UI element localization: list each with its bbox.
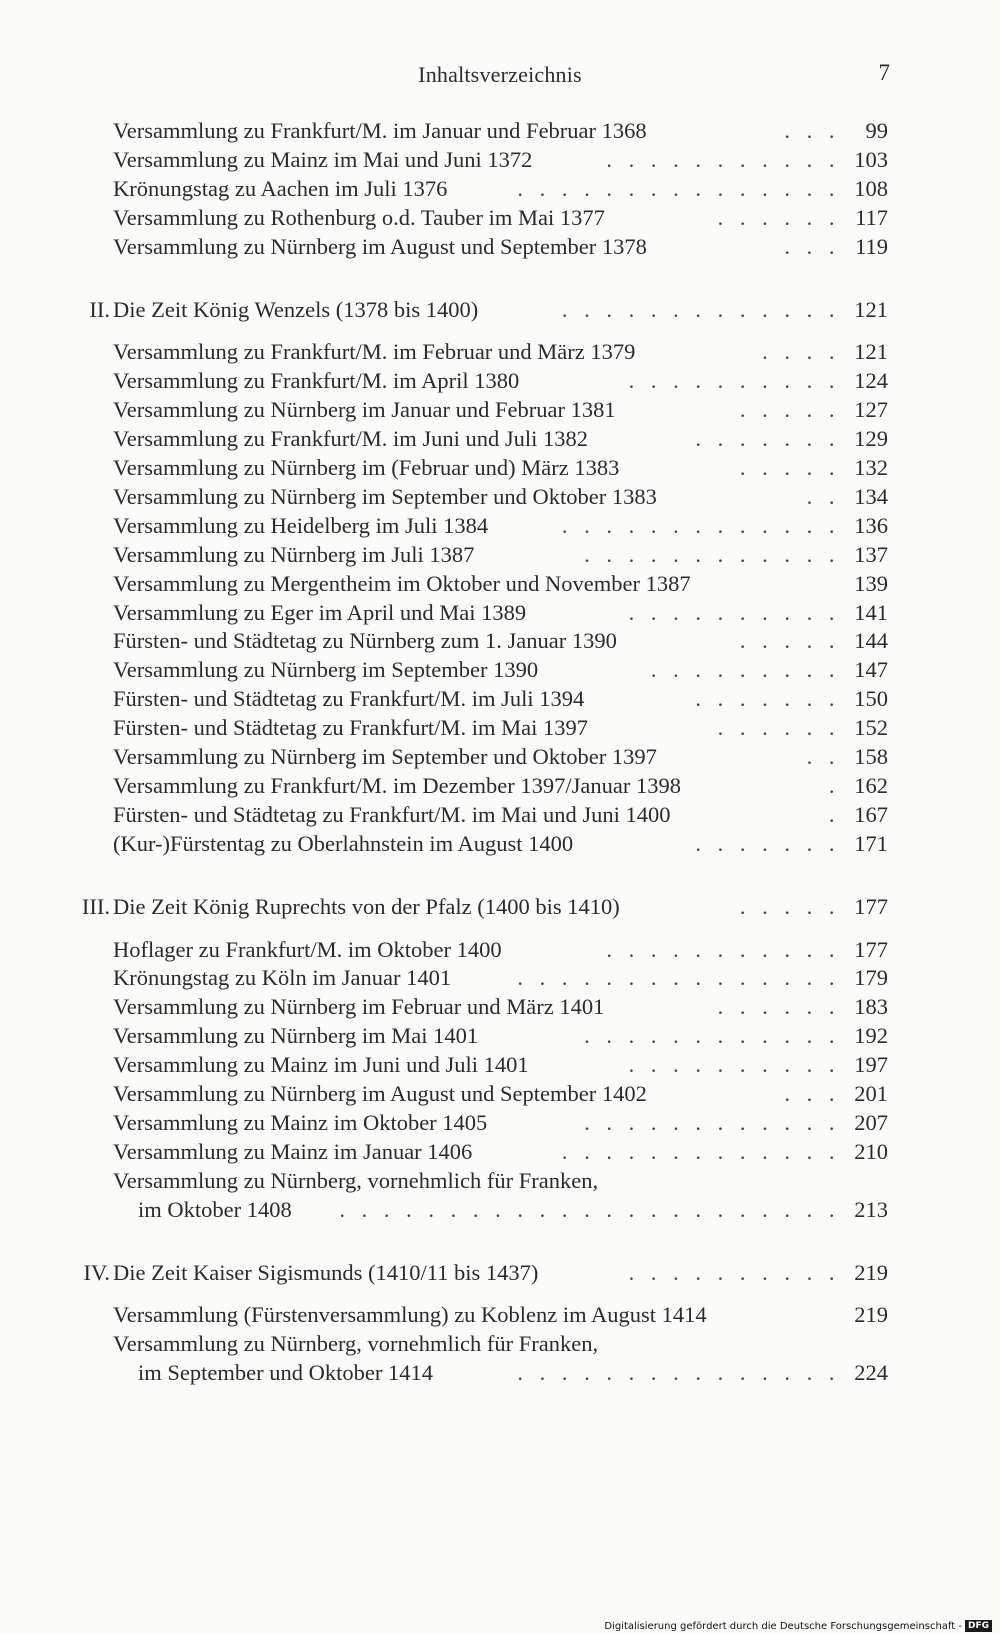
leader-dots: . . . . . . . . . . . — [606, 146, 840, 172]
toc-entry — [0, 145, 1000, 175]
entry-page-number: 108 — [854, 175, 888, 201]
entry-text: Fürsten- und Städtetag zu Nürnberg zum 1. Januar 1390 — [113, 628, 617, 654]
section-heading — [0, 892, 1000, 922]
entry-page-number: 150 — [854, 686, 888, 712]
entry-text: Versammlung zu Nürnberg im Februar und März 1401 — [113, 994, 605, 1020]
entry-page-number: 121 — [854, 296, 888, 322]
toc-entry — [0, 232, 1000, 262]
entry-page-number: 124 — [854, 368, 888, 394]
entry-page-number: 219 — [854, 1302, 888, 1328]
leader-dots: . . . . . . . . . . . . . — [561, 296, 840, 322]
leader-dots: . . . . . — [739, 628, 840, 654]
entry-page-number: 177 — [854, 893, 888, 919]
entry-text: Versammlung zu Mainz im Oktober 1405 — [113, 1109, 488, 1135]
entry-text: Versammlung zu Mainz im Mai und Juni 1372 — [113, 146, 533, 172]
entry-text: Versammlung zu Frankfurt/M. im Januar und Februar 1368 — [113, 118, 647, 143]
toc-entry — [0, 453, 1000, 483]
running-title: Inhaltsverzeichnis — [418, 62, 582, 87]
entry-text: Versammlung zu Nürnberg, vornehmlich für Franken, — [113, 1331, 599, 1357]
entry-text: Krönungstag zu Aachen im Juli 1376 — [113, 175, 448, 201]
entry-page-number: 136 — [854, 512, 888, 538]
leader-dots: . . . . . . . . . . — [628, 368, 840, 394]
section-title: Die Zeit König Ruprechts von der Pfalz (1400 bis 1410) — [113, 893, 620, 919]
entry-text: Versammlung zu Nürnberg im September 1390 — [113, 657, 539, 683]
entry-text: Versammlung zu Nürnberg im Juli 1387 — [113, 541, 475, 567]
entry-text: Versammlung (Fürstenversammlung) zu Koblenz im August 1414 — [113, 1302, 707, 1328]
entry-page-number: 179 — [854, 965, 888, 991]
entry-page-number: 192 — [854, 1023, 888, 1049]
entry-page-number: 219 — [854, 1259, 888, 1285]
entry-text: (Kur-)Fürstentag zu Oberlahnstein im August 1400 — [113, 830, 574, 856]
toc-entry — [0, 963, 1000, 993]
toc-entry — [0, 1166, 1000, 1196]
leader-dots: . . . . . . . . . . . . — [584, 1109, 840, 1135]
leader-dots: . . . . . . . . . . — [628, 599, 840, 625]
page-number: 7 — [878, 60, 890, 85]
leader-dots: . . . — [784, 1081, 840, 1106]
leader-dots: . — [828, 772, 840, 798]
entry-page-number: 147 — [854, 657, 888, 683]
entry-text: Krönungstag zu Köln im Januar 1401 — [113, 965, 452, 991]
leader-dots: . . . . — [762, 339, 840, 365]
leader-dots: . — [828, 801, 840, 827]
toc-entry — [0, 935, 1000, 965]
entry-page-number: 139 — [854, 570, 888, 596]
leader-dots: . . . . . . . . . . . . — [584, 541, 840, 567]
section-heading — [0, 1258, 1000, 1288]
entry-text: Versammlung zu Nürnberg im Mai 1401 — [113, 1023, 479, 1049]
leader-dots: . . . . . . . — [695, 830, 840, 856]
entry-page-number: 129 — [854, 426, 888, 452]
page-header — [0, 58, 1000, 92]
entry-page-number: 213 — [854, 1196, 888, 1222]
entry-text: im September und Oktober 1414 — [138, 1360, 433, 1386]
entry-text: Versammlung zu Frankfurt/M. im April 1380 — [113, 368, 520, 394]
toc-entry — [0, 203, 1000, 233]
leader-dots: . . . . . . . — [695, 686, 840, 712]
entry-page-number: 127 — [854, 397, 888, 423]
entry-page-number: 158 — [854, 744, 888, 769]
toc-entry — [0, 1021, 1000, 1051]
leader-dots: . . . . . . . . . . . . — [584, 1023, 840, 1049]
toc-entry — [0, 1329, 1000, 1359]
leader-dots: . . . — [784, 233, 840, 259]
toc-entry — [0, 1137, 1000, 1167]
toc-entry — [0, 540, 1000, 570]
toc-entry — [0, 174, 1000, 204]
leader-dots: . . . . . — [739, 397, 840, 423]
entry-text: Versammlung zu Nürnberg im September und Oktober 1397 — [113, 744, 657, 769]
leader-dots: . . . . . . . . . . — [628, 1259, 840, 1285]
leader-dots: . . . . . . . . . . . . . . . — [517, 965, 840, 991]
toc-entry — [0, 598, 1000, 628]
entry-page-number: 207 — [854, 1109, 888, 1135]
entry-page-number: 171 — [854, 830, 888, 856]
leader-dots: . . — [806, 483, 840, 509]
entry-text: Versammlung zu Nürnberg im Januar und Februar 1381 — [113, 397, 616, 423]
entry-page-number: 152 — [854, 715, 888, 741]
toc-entry — [0, 992, 1000, 1022]
leader-dots: . . . . . . . . . — [650, 657, 840, 683]
entry-text: Versammlung zu Nürnberg im August und September 1402 — [113, 1081, 647, 1106]
entry-text: Versammlung zu Nürnberg im (Februar und) März 1383 — [113, 455, 620, 480]
entry-text: Versammlung zu Nürnberg im September und Oktober 1383 — [113, 483, 657, 509]
dfg-logo-icon: DFG — [965, 1620, 992, 1632]
toc-entry — [0, 116, 1000, 146]
toc-entry — [0, 829, 1000, 859]
footer-text: Digitalisierung gefördert durch die Deutsche Forschungsgemeinschaft - — [604, 1620, 962, 1632]
toc-entry — [0, 1050, 1000, 1080]
leader-dots: . . . . . . — [717, 204, 840, 230]
toc-entry — [0, 569, 1000, 599]
entry-page-number: 177 — [854, 936, 888, 962]
entry-text: Fürsten- und Städtetag zu Frankfurt/M. im Juli 1394 — [113, 686, 585, 712]
entry-text: Fürsten- und Städtetag zu Frankfurt/M. im Mai 1397 — [113, 715, 588, 741]
leader-dots: . . . . . — [739, 455, 840, 480]
entry-text: Versammlung zu Mergentheim im Oktober und November 1387 — [113, 570, 691, 596]
entry-page-number: 119 — [855, 233, 888, 259]
leader-dots: . . . . . . . . . . . . . . . . . . . . . . . — [339, 1196, 840, 1222]
entry-page-number: 121 — [854, 339, 888, 365]
entry-page-number: 141 — [854, 599, 888, 625]
leader-dots: . . . — [784, 118, 840, 143]
entry-text: Versammlung zu Heidelberg im Juli 1384 — [113, 512, 489, 538]
entry-page-number: 197 — [854, 1052, 888, 1078]
toc-entry — [0, 742, 1000, 772]
entry-page-number: 162 — [854, 772, 888, 798]
toc-entry — [0, 337, 1000, 367]
toc-entry — [0, 771, 1000, 801]
section-roman-numeral: II. — [89, 296, 110, 322]
entry-page-number: 183 — [854, 994, 888, 1020]
leader-dots: . . . . . . . . . . . . . — [561, 512, 840, 538]
section-roman-numeral: IV. — [83, 1259, 110, 1285]
entry-page-number: 144 — [854, 628, 888, 654]
toc-entry — [0, 626, 1000, 656]
toc-entry — [0, 424, 1000, 454]
entry-text: Versammlung zu Mainz im Juni und Juli 1401 — [113, 1052, 529, 1078]
section-title: Die Zeit König Wenzels (1378 bis 1400) — [113, 296, 479, 322]
entry-page-number: 137 — [854, 541, 888, 567]
leader-dots: . . . . . . — [717, 994, 840, 1020]
entry-text: Versammlung zu Frankfurt/M. im Dezember 1397/Januar 1398 — [113, 772, 681, 798]
entry-text: Fürsten- und Städtetag zu Frankfurt/M. im Mai und Juni 1400 — [113, 801, 671, 827]
toc-entry — [0, 395, 1000, 425]
leader-dots: . . . . . . . . . . — [628, 1052, 840, 1078]
entry-text: Versammlung zu Frankfurt/M. im Juni und Juli 1382 — [113, 426, 588, 452]
leader-dots: . . . . . — [739, 893, 840, 919]
section-title: Die Zeit Kaiser Sigismunds (1410/11 bis 1437) — [113, 1259, 539, 1285]
entry-page-number: 134 — [854, 483, 888, 509]
section-roman-numeral: III. — [81, 893, 110, 919]
entry-page-number: 224 — [854, 1360, 888, 1386]
leader-dots: . . . . . . . . . . . . . . . — [517, 175, 840, 201]
entry-text: Versammlung zu Rothenburg o.d. Tauber im Mai 1377 — [113, 204, 605, 230]
toc-entry — [0, 655, 1000, 685]
toc-entry — [0, 713, 1000, 743]
leader-dots: . . . . . . . . . . . . . — [561, 1138, 840, 1164]
toc-entry — [0, 1108, 1000, 1138]
section-heading — [0, 295, 1000, 325]
entry-text: Versammlung zu Nürnberg, vornehmlich für Franken, — [113, 1167, 599, 1193]
entry-text: im Oktober 1408 — [138, 1196, 292, 1222]
toc-entry-continuation — [0, 1195, 1000, 1225]
toc-entry — [0, 511, 1000, 541]
entry-page-number: 132 — [854, 455, 888, 480]
entry-text: Versammlung zu Nürnberg im August und September 1378 — [113, 233, 647, 259]
entry-page-number: 210 — [854, 1138, 888, 1164]
entry-page-number: 167 — [854, 801, 888, 827]
entry-text: Versammlung zu Frankfurt/M. im Februar und März 1379 — [113, 339, 636, 365]
leader-dots: . . . . . . — [717, 715, 840, 741]
leader-dots: . . . . . . . . . . . . . . . — [517, 1360, 840, 1386]
leader-dots: . . . . . . . . . . . — [606, 936, 840, 962]
entry-page-number: 201 — [854, 1081, 888, 1106]
toc-entry — [0, 482, 1000, 512]
digitization-footer — [604, 1620, 992, 1632]
toc-entry — [0, 1300, 1000, 1330]
toc-entry — [0, 1079, 1000, 1109]
toc-entry — [0, 366, 1000, 396]
entry-text: Hoflager zu Frankfurt/M. im Oktober 1400 — [113, 936, 502, 962]
leader-dots: . . — [806, 744, 840, 769]
leader-dots: . . . . . . . — [695, 426, 840, 452]
entry-text: Versammlung zu Eger im April und Mai 1389 — [113, 599, 527, 625]
entry-text: Versammlung zu Mainz im Januar 1406 — [113, 1138, 473, 1164]
entry-page-number: 117 — [855, 204, 888, 230]
toc-entry — [0, 800, 1000, 830]
entry-page-number: 103 — [854, 146, 888, 172]
entry-page-number: 99 — [865, 118, 888, 143]
toc-entry — [0, 684, 1000, 714]
toc-entry-continuation — [0, 1358, 1000, 1388]
